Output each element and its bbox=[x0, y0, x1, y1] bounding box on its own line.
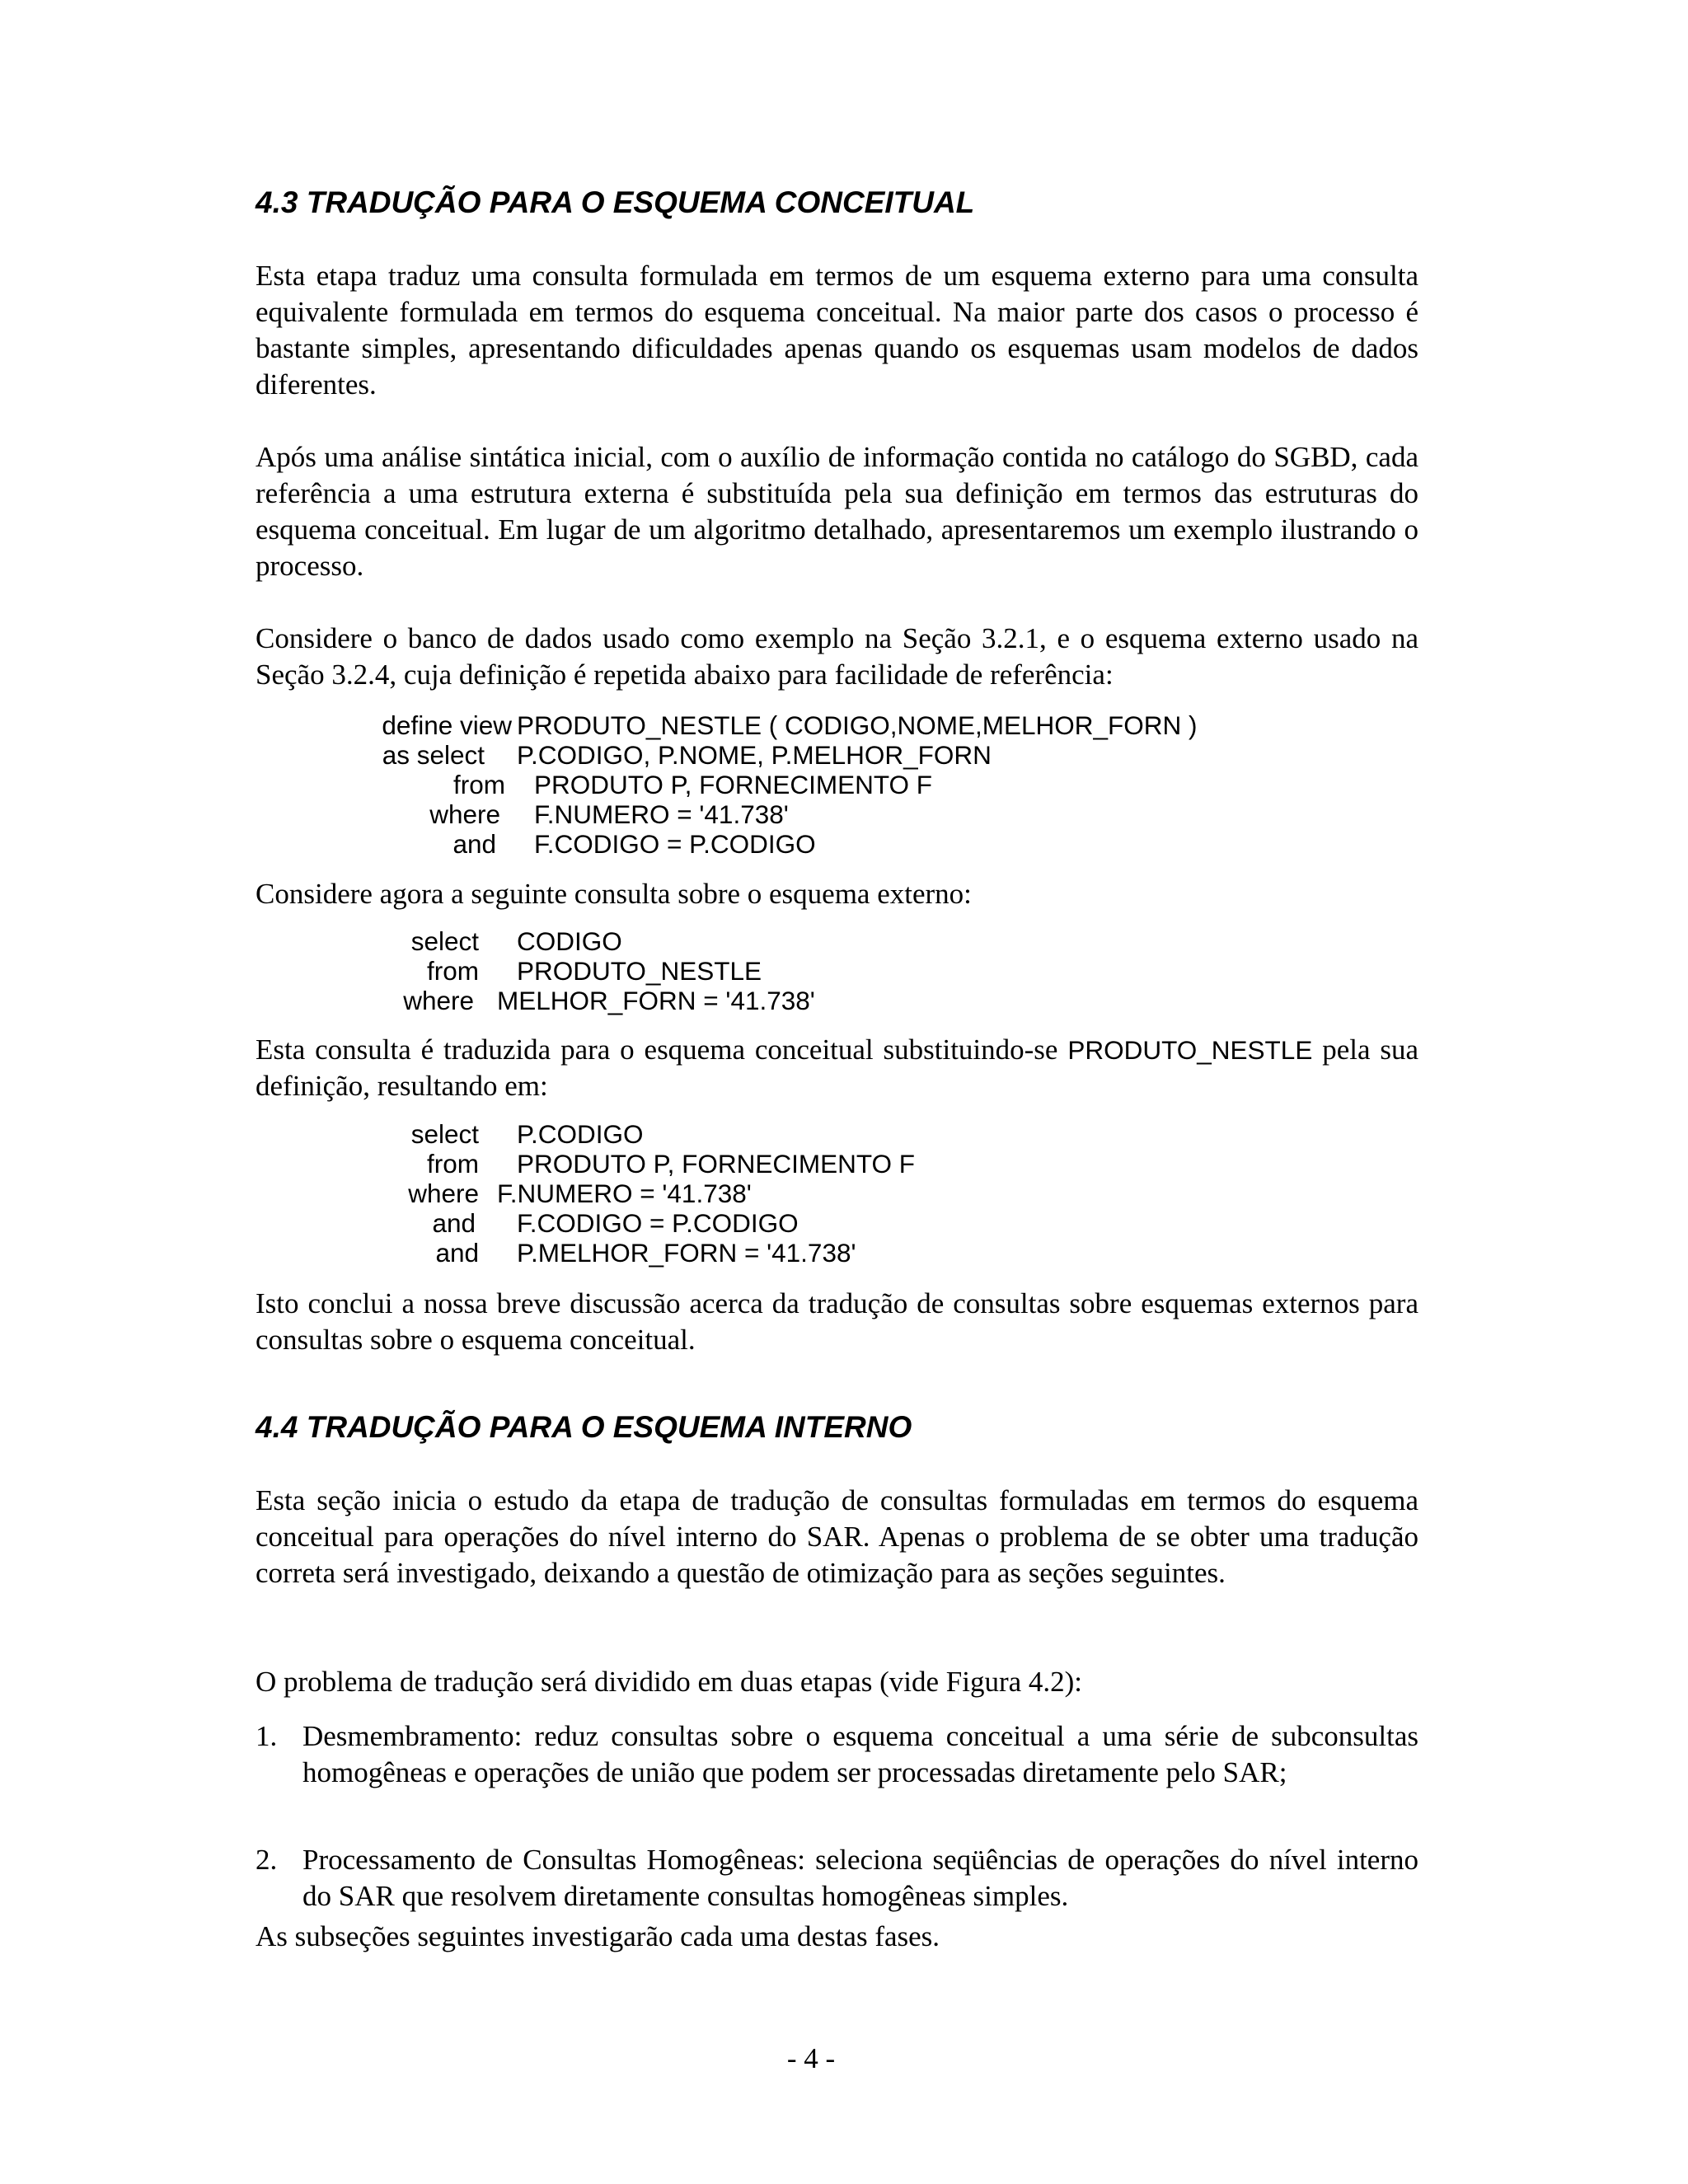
code-value: PRODUTO P, FORNECIMENTO F bbox=[517, 1149, 916, 1179]
paragraph-4-4-steps-intro: O problema de tradução será dividido em duas etapas (vide Figura 4.2): bbox=[256, 1666, 1083, 1698]
code-keyword: select bbox=[410, 1119, 479, 1149]
paragraph-4-3-consider: Considere o banco de dados usado como exemplo na Seção 3.2.1, e o esquema externo usado na Seção 3.2.4, cuja definição é repetida abaixo para facilidade de referência: bbox=[256, 622, 1418, 691]
list-item-text: Desmembramento: reduz consultas sobre o esquema conceitual a uma série de subconsultas homogêneas e operações de união que podem ser processadas diretamente pelo SAR; bbox=[302, 1720, 1418, 1788]
code-keyword: and bbox=[435, 1238, 479, 1268]
paragraph-text-part: pela sua definição, resultando em: bbox=[256, 1033, 1419, 1102]
code-value: F.NUMERO = '41.738' bbox=[497, 1179, 752, 1208]
code-keyword: where bbox=[408, 1179, 479, 1208]
paragraph-4-3-translated bbox=[256, 1032, 1418, 1104]
paragraph-4-4-closing: As subseções seguintes investigarão cada uma destas fases. bbox=[256, 1920, 940, 1952]
section-heading-4-3: 4.3 TRADUÇÃO PARA O ESQUEMA CONCEITUAL bbox=[256, 185, 975, 219]
code-keyword: select bbox=[410, 926, 479, 956]
paragraph-4-3-intro: Esta etapa traduz uma consulta formulada em termos de um esquema externo para uma consulta equivalente formulada em termos do esquema conceitual. Na maior parte dos casos o processo é bastante simples, apresentando dificuldades apenas quando os esquemas usam modelos de dados diferentes. bbox=[256, 260, 1418, 401]
code-value: PRODUTO_NESTLE ( CODIGO,NOME,MELHOR_FORN ) bbox=[517, 710, 1198, 740]
list-item-number: 2. bbox=[256, 1844, 278, 1876]
code-keyword: define view bbox=[382, 710, 512, 740]
inline-code: PRODUTO_NESTLE bbox=[1067, 1035, 1313, 1065]
paragraph-4-4-intro: Esta seção inicia o estudo da etapa de tradução de consultas formuladas em termos do esquema conceitual para operações do nível interno do SAR. Apenas o problema de se obter uma tradução correta será investigado, deixando a questão de otimização para as seções seguintes. bbox=[256, 1484, 1418, 1589]
code-value: P.MELHOR_FORN = '41.738' bbox=[517, 1238, 856, 1268]
code-keyword: and bbox=[452, 829, 496, 859]
section-heading-4-4: 4.4 TRADUÇÃO PARA O ESQUEMA INTERNO bbox=[256, 1410, 912, 1444]
code-value: F.CODIGO = P.CODIGO bbox=[517, 1208, 799, 1238]
code-value: CODIGO bbox=[517, 926, 622, 956]
code-keyword: from bbox=[427, 1149, 479, 1179]
code-keyword: where bbox=[429, 799, 500, 829]
code-value: PRODUTO P, FORNECIMENTO F bbox=[534, 770, 933, 799]
code-value: MELHOR_FORN = '41.738' bbox=[497, 986, 815, 1015]
paragraph-text-part: Esta consulta é traduzida para o esquema conceitual substituindo-se bbox=[256, 1033, 1058, 1066]
code-value: P.CODIGO bbox=[517, 1119, 644, 1149]
code-value: F.NUMERO = '41.738' bbox=[534, 799, 789, 829]
code-value: P.CODIGO, P.NOME, P.MELHOR_FORN bbox=[517, 740, 992, 770]
code-keyword: where bbox=[403, 986, 474, 1015]
paragraph-4-3-conclusion: Isto conclui a nossa breve discussão acerca da tradução de consultas sobre esquemas externos para consultas sobre o esquema conceitual. bbox=[256, 1287, 1418, 1356]
code-keyword: and bbox=[432, 1208, 476, 1238]
paragraph-4-3-consider-query: Considere agora a seguinte consulta sobre o esquema externo: bbox=[256, 878, 972, 910]
list-item-number: 1. bbox=[256, 1720, 278, 1752]
paragraph-4-3-analysis: Após uma análise sintática inicial, com o auxílio de informação contida no catálogo do SGBD, cada referência a uma estrutura externa é substituída pela sua definição em termos das estruturas do esquema conceitual. Em lugar de um algoritmo detalhado, apresentaremos um exemplo ilustrando o processo. bbox=[256, 441, 1418, 582]
page-number: - 4 - bbox=[786, 2042, 836, 2074]
list-item-text: Processamento de Consultas Homogêneas: seleciona seqüências de operações do nível interno do SAR que resolvem diretamente consultas homogêneas simples. bbox=[302, 1844, 1418, 1912]
code-value: PRODUTO_NESTLE bbox=[517, 956, 762, 986]
code-keyword: from bbox=[453, 770, 505, 799]
code-value: F.CODIGO = P.CODIGO bbox=[534, 829, 816, 859]
code-keyword: from bbox=[427, 956, 479, 986]
code-keyword: as select bbox=[382, 740, 485, 770]
